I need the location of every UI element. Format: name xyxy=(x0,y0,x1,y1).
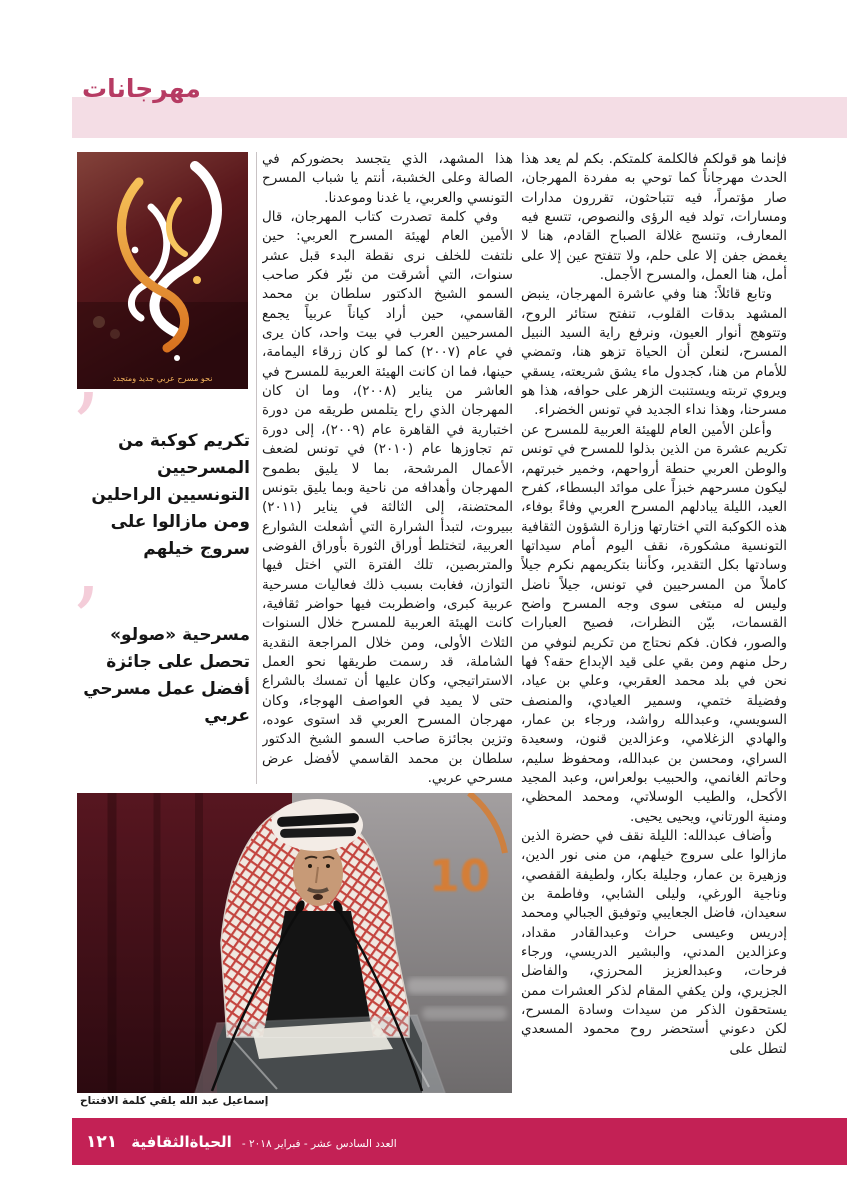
article-paragraph: هذا المشهد، الذي يتجسد بحضوركم في الصالة وعلى الخشبة، أنتم يا شباب المسرح التونسي والعربي، يا غدنا وموعدنا. xyxy=(262,151,513,206)
footer-magazine-logo: الحياةالثقافية xyxy=(131,1132,232,1151)
footer-bar xyxy=(72,1118,847,1165)
photo-illustration xyxy=(77,793,512,1093)
pull-quote-2 xyxy=(71,568,250,730)
photo-caption: إسماعيل عبد الله يلقي كلمة الافتتاح xyxy=(80,1095,269,1107)
article-paragraph: وأعلن الأمين العام للهيئة العربية للمسرح عن تكريم عشرة من الذين بذلوا للمسرح في تونس والوطن العربي حنطة أرواحهم، وخمير خبرتهم، ليكون مسرحهم خبزاً على موائد البسطاء، كفرح العيد، الليلة يبادلهم المسرح العربي وفاءً بوفاء، هذه الكوكبة التي اختارتها وزارة الشؤون الثقافية التونسية مشكورة، نقف اليوم أمام سيداتها وسادتها بكل التقدير، وكأننا بتكريمهم نكرم جيلاً كاملاً من المسرحيين في تونس، جيلاً ناضل وليس له مبتغى سوى وجه المسرح واضح القسمات، بيّن النظرات، فصيح العبارات والصور، فكان. فكم نحتاج من تكريم لنوفي من رحل منهم ومن بقي على قيد الإبداع حقه؟ فها نحن في بلد محمد العقربي، وعلي بن عياد، وفضيلة ختمي، وسمير العيادي، والمنصف السويسي، وعبدالله رواشد، ورجاء بن عمار، والهادي الزغلامي، وعزالدين قنون، وسعيدة السراي، ومحسن بن عبدالله، ومحفوظ سليم، وحاتم الغانمي، والحبيب بولعراس، وعبد المجيد الأكحل، والطيب الوسلاتي، ومحمد المحظي، ومنية الورتاني، ويحيى يحيى. xyxy=(521,421,787,825)
quote-mark-icon: ’ xyxy=(71,374,101,481)
column-divider xyxy=(256,152,257,784)
calligraphy-dot xyxy=(174,355,180,361)
footer-issue-text: العدد السادس عشر - فبراير ٢٠١٨ - xyxy=(241,1137,397,1150)
article-column-right xyxy=(521,150,787,1112)
poster-tagline: نحو مسرح عربي جديد ومتجدد xyxy=(112,374,213,383)
screen-blurred-text xyxy=(407,978,507,994)
section-header-band xyxy=(72,97,847,138)
article-paragraph: وفي كلمة تصدرت كتاب المهرجان، قال الأمين العام لهيئة المسرح العربي: حين نلتفت للخلف نرى نقطة البدء قبل عشر سنوات، التي أشرقت من نيّر فكر صاحب السمو الشيخ الدكتور سلطان بن محمد القاسمي، حين أراد كياناً عربياً يجمع المسرحيين العرب في بيت واحد، كان يرى في عام (٢٠٠٧) كما لو كان زرقاء اليمامة، حينها، فما ان كانت الهيئة العربية للمسرح في العاشر من يناير (٢٠٠٨)، وما ان كان المهرجان الذي راح يتلمس طريقه من دورة اختبارية في القاهرة عام (٢٠٠٩)، إلى دورة تم تجاوزها عام (٢٠١٠) في تونس لضعف الأعمال المرشحة، بما لا يليق بطموح المهرجان وأهدافه من ناحية وبما يليق بتونس المحتضنة، إلى الثالثة في يناير (٢٠١١) ببيروت، لتبدأ الشرارة التي أشعلت الشوارع العربية، لتختلط أوراق الثورة بأوراق الفوضى والمتربصين، تلك الفترة التي اختل فيها التوازن، فغابت بسبب ذلك فعاليات مسرحية عربية كبرى، واضطربت فيها حواضر ثقافية، كانت الهيئة العربية للمسرح خلال السنوات الثلاث الأولى، ومن خلال المراجعة النقدية الشاملة، قد رسمت طريقها نحو العمل الاستراتيجي، وكان عليها أن تمسك بالشراع حتى لا يميد في العواصف الهوجاء، وكان مهرجان المسرح العربي قد استوى عوده، وتزين بجائزة صاحب السمو الشيخ الدكتور سلطان بن محمد القاسمي لأفضل عرض مسرحي عربي. xyxy=(262,209,513,786)
screen-blurred-text xyxy=(422,1007,507,1020)
poster-calligraphy-art xyxy=(77,152,248,389)
quote-mark-icon: ’ xyxy=(71,568,101,675)
section-label: مهرجانات xyxy=(82,74,201,103)
calligraphy-dot xyxy=(193,276,201,284)
festival-poster xyxy=(77,152,248,389)
footer-line xyxy=(72,1132,847,1152)
article-paragraph: وأضاف عبدالله: الليلة نقف في حضرة الذين مازالوا على سروج خيلهم، من منى نور الدين، وزهيرة بن عمار، وجليلة بكار، ولطيفة القفصي، وناجية الورغي، وليلى الشابي، وفاطمة بن سعيدان، فاضل الجعايبي وتوفيق الجبالي ومحمد إدريس وعيسى حراث وعبدالقادر مقداد، وعزالدين المدني، والبشير الدريسي، ورجاء فرحات، وعبدالعزيز المحرزي، والفاضل الجزيري، ولن يكفي المقام لذكر العشرات ممن يستحقون الذكر من سيدات وسادة المسرح، لكن دعوني أستحضر روح محمود المسعدي لتطل على xyxy=(521,828,787,1057)
poster-crowd-detail xyxy=(93,316,105,328)
article-paragraph: فإنما هو قولكم فالكلمة كلمتكم. بكم لم يعد هذا الحدث مهرجاناً كما توحي به مفردة المهرجان، صار مؤتمراً، فيه تتباحثون، تقررون مدارات ومسارات، تولد فيه الرؤى والنصوص، تتسع فيه المعارف، وتنسج غلالة الصباح القادم، هنا لا يغمض جفن إلا على حلم، ولا تتفتح عين إلا على أمل، هنا العمل، والمسرح الأجمل. xyxy=(521,151,787,284)
pull-quote-text: تكريم كوكبة من المسرحيين التونسيين الراحلين ومن مازالوا على سروج خيلهم xyxy=(91,431,250,559)
footer-page-number: ١٢١ xyxy=(86,1131,118,1152)
eye xyxy=(326,864,330,868)
article-paragraph: وتابع قائلاً: هنا وفي عاشرة المهرجان، ينبض المشهد بدقات القلوب، تنفتح ستائر الروح، وتتوهج أنوار العيون، ونرفع راية السيد النبيل المسرح، لنعلن أن الحياة تزهو هنا، وتمضي للأمام من هنا، كجدول ماء يشق شريعته، يسقي ويروي تربته ويستنبت الزهر على حوافه، هذا هو مسرحنا، وهذا نداء الجديد في تونس الخضراء. xyxy=(521,286,787,419)
eye xyxy=(308,864,312,868)
event-photo xyxy=(77,793,512,1093)
poster-crowd-detail xyxy=(110,329,120,339)
calligraphy-dot xyxy=(132,247,139,254)
backdrop-number: 10 xyxy=(429,851,491,902)
pull-quote-text: مسرحية «صولو» تحصل على جائزة أفضل عمل مسرحي عربي xyxy=(83,625,250,726)
article-column-middle xyxy=(262,150,513,790)
mouth xyxy=(313,894,323,900)
